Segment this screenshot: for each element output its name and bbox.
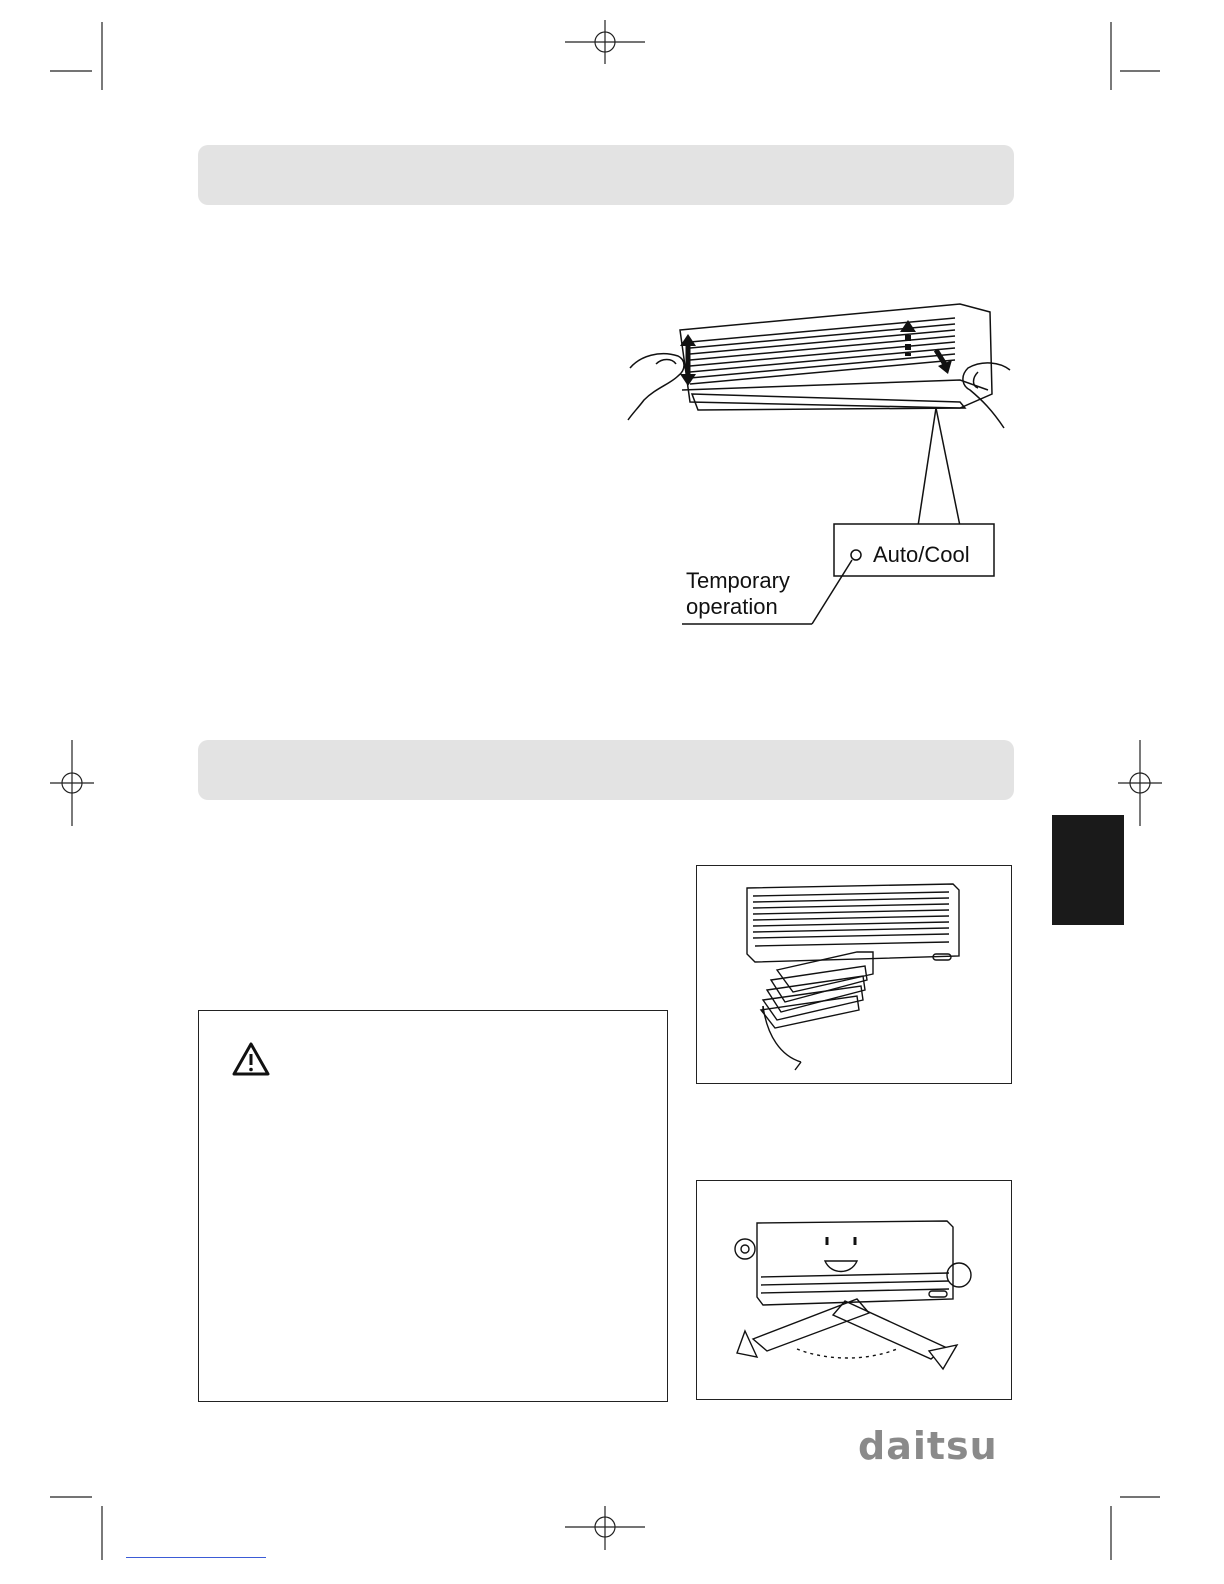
- side-tab: [1052, 815, 1124, 925]
- warning-icon: [231, 1041, 271, 1077]
- caution-box: [198, 1010, 668, 1402]
- section-header-bar: [198, 145, 1014, 205]
- daitsu-logo: daitsu: [858, 1424, 998, 1468]
- indoor-unit-drawing: [620, 290, 1020, 630]
- bottom-rule: [126, 1557, 266, 1558]
- louver-angle-drawing: [697, 866, 1011, 1083]
- figure-temporary-operation: [620, 290, 1020, 630]
- temporary-operation-label-line1: Temporary: [686, 568, 790, 593]
- figure-louver-angle: [696, 865, 1012, 1084]
- figure-swing-airflow: [696, 1180, 1012, 1400]
- section-header-bar: [198, 740, 1014, 800]
- swing-airflow-drawing: [697, 1181, 1011, 1399]
- auto-cool-label: Auto/Cool: [873, 542, 970, 567]
- temporary-operation-label-line2: operation: [686, 594, 778, 619]
